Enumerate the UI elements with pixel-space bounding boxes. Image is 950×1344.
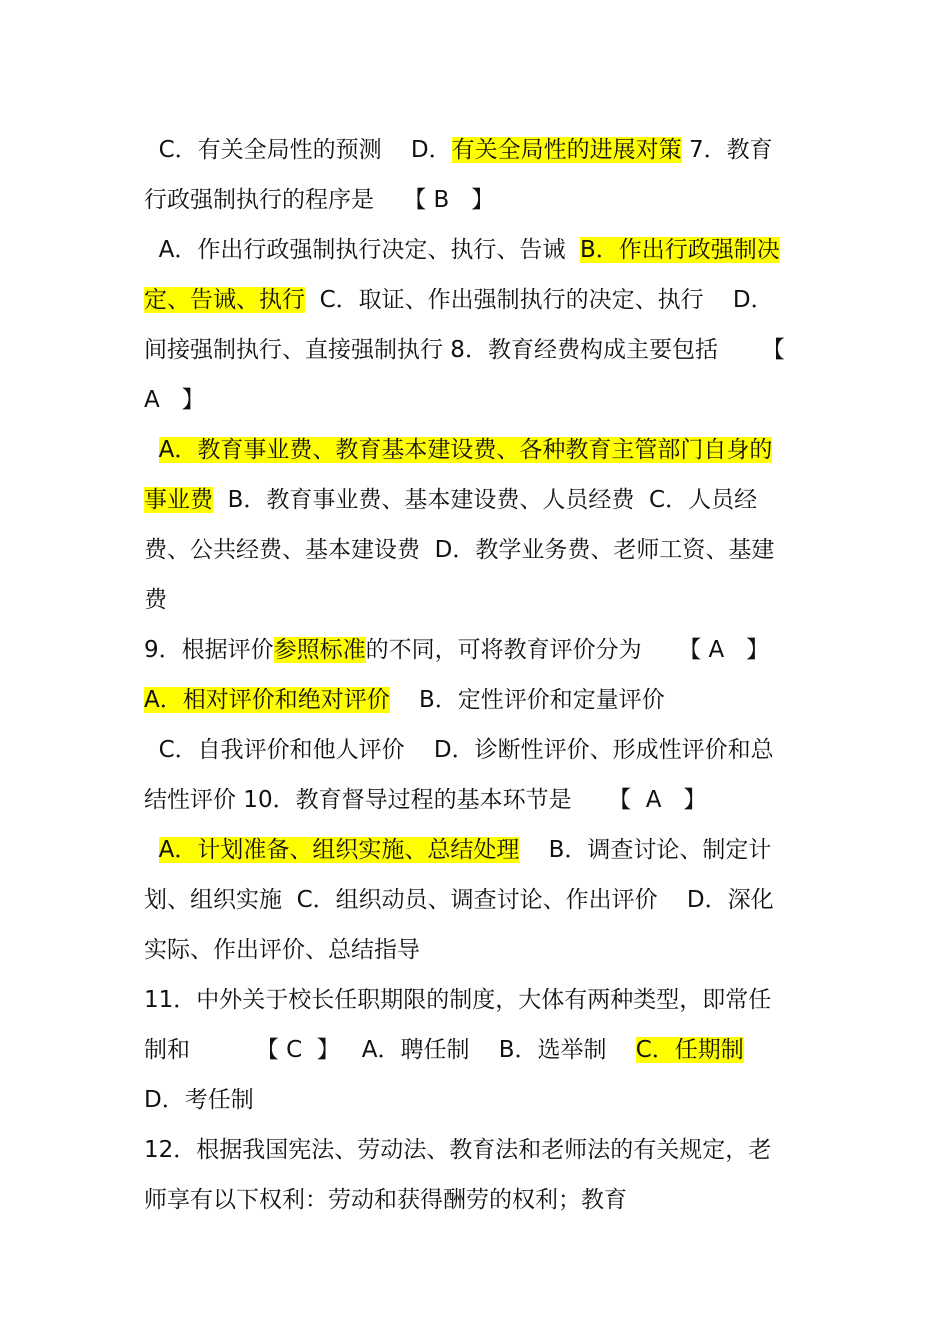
- text-segment: 费: [144, 587, 167, 613]
- text-line: [144, 933, 420, 967]
- text-segment: B．调查讨论、制定计: [519, 837, 772, 863]
- text-segment: 行政强制执行的程序是 【 B 】: [144, 187, 495, 213]
- text-segment: B．教育事业费、基本建设费、人员经费 C．人员经: [213, 487, 758, 513]
- highlighted-answer: 事业费: [144, 487, 213, 513]
- highlighted-answer: 有关全局性的进展对策: [451, 137, 682, 163]
- highlighted-answer: 参照标准: [273, 637, 366, 663]
- text-segment: 12．根据我国宪法、劳动法、教育法和老师法的有关规定，老: [144, 1137, 772, 1163]
- text-segment: C．自我评价和他人评价 D．诊断性评价、形成性评价和总: [144, 737, 774, 763]
- text-segment: A．作出行政强制执行决定、执行、告诫: [144, 237, 580, 263]
- text-segment: 间接强制执行、直接强制执行 8．教育经费构成主要包括 【: [144, 337, 785, 363]
- text-line: [144, 433, 772, 467]
- text-line: [144, 583, 167, 617]
- text-line: [144, 1183, 627, 1217]
- text-segment: 费、公共经费、基本建设费 D．教学业务费、老师工资、基建: [144, 537, 775, 563]
- text-line: [144, 1033, 744, 1067]
- highlighted-answer: A．计划准备、组织实施、总结处理: [158, 837, 520, 863]
- text-line: [144, 483, 757, 517]
- text-segment: 9．根据评价: [144, 637, 274, 663]
- text-line: [144, 183, 494, 217]
- text-line: [144, 733, 774, 767]
- text-segment: 结性评价 10．教育督导过程的基本环节是 【 A 】: [144, 787, 707, 813]
- text-line: [144, 883, 774, 917]
- highlighted-answer: 定、告诫、执行: [144, 287, 305, 313]
- text-line: [144, 983, 771, 1017]
- text-line: [144, 233, 780, 267]
- text-line: [144, 833, 771, 867]
- text-segment: A 】: [144, 387, 205, 413]
- text-segment: 7．教育: [681, 137, 773, 163]
- text-segment: 划、组织实施 C．组织动员、调查讨论、作出评价 D．深化: [144, 887, 774, 913]
- text-segment: 实际、作出评价、总结指导: [144, 937, 420, 963]
- highlighted-answer: A．教育事业费、教育基本建设费、各种教育主管部门自身的: [158, 437, 773, 463]
- text-segment: C．取证、作出强制执行的决定、执行 D．: [305, 287, 774, 313]
- text-line: [144, 683, 665, 717]
- text-line: [144, 383, 205, 417]
- text-segment: [144, 437, 159, 463]
- text-line: [144, 1083, 254, 1117]
- text-segment: 师享有以下权利：劳动和获得酬劳的权利；教育: [144, 1187, 627, 1213]
- text-segment: 制和 【 C 】 A．聘任制 B．选举制: [144, 1037, 636, 1063]
- highlighted-answer: B．作出行政强制决: [579, 237, 780, 263]
- text-segment: 的不同，可将教育评价分为 【 A 】: [365, 637, 770, 663]
- text-segment: D．考任制: [144, 1087, 254, 1113]
- text-line: [144, 333, 785, 367]
- highlighted-answer: C．任期制: [635, 1037, 744, 1063]
- text-line: [144, 133, 773, 167]
- text-segment: C．有关全局性的预测 D．: [144, 137, 452, 163]
- text-segment: 11．中外关于校长任职期限的制度，大体有两种类型，即常任: [144, 987, 772, 1013]
- text-line: [144, 633, 769, 667]
- highlighted-answer: A．相对评价和绝对评价: [144, 687, 390, 713]
- text-line: [144, 283, 774, 317]
- text-segment: B．定性评价和定量评价: [389, 687, 665, 713]
- text-line: [144, 783, 706, 817]
- text-line: [144, 1133, 771, 1167]
- text-line: [144, 533, 774, 567]
- text-segment: [144, 837, 159, 863]
